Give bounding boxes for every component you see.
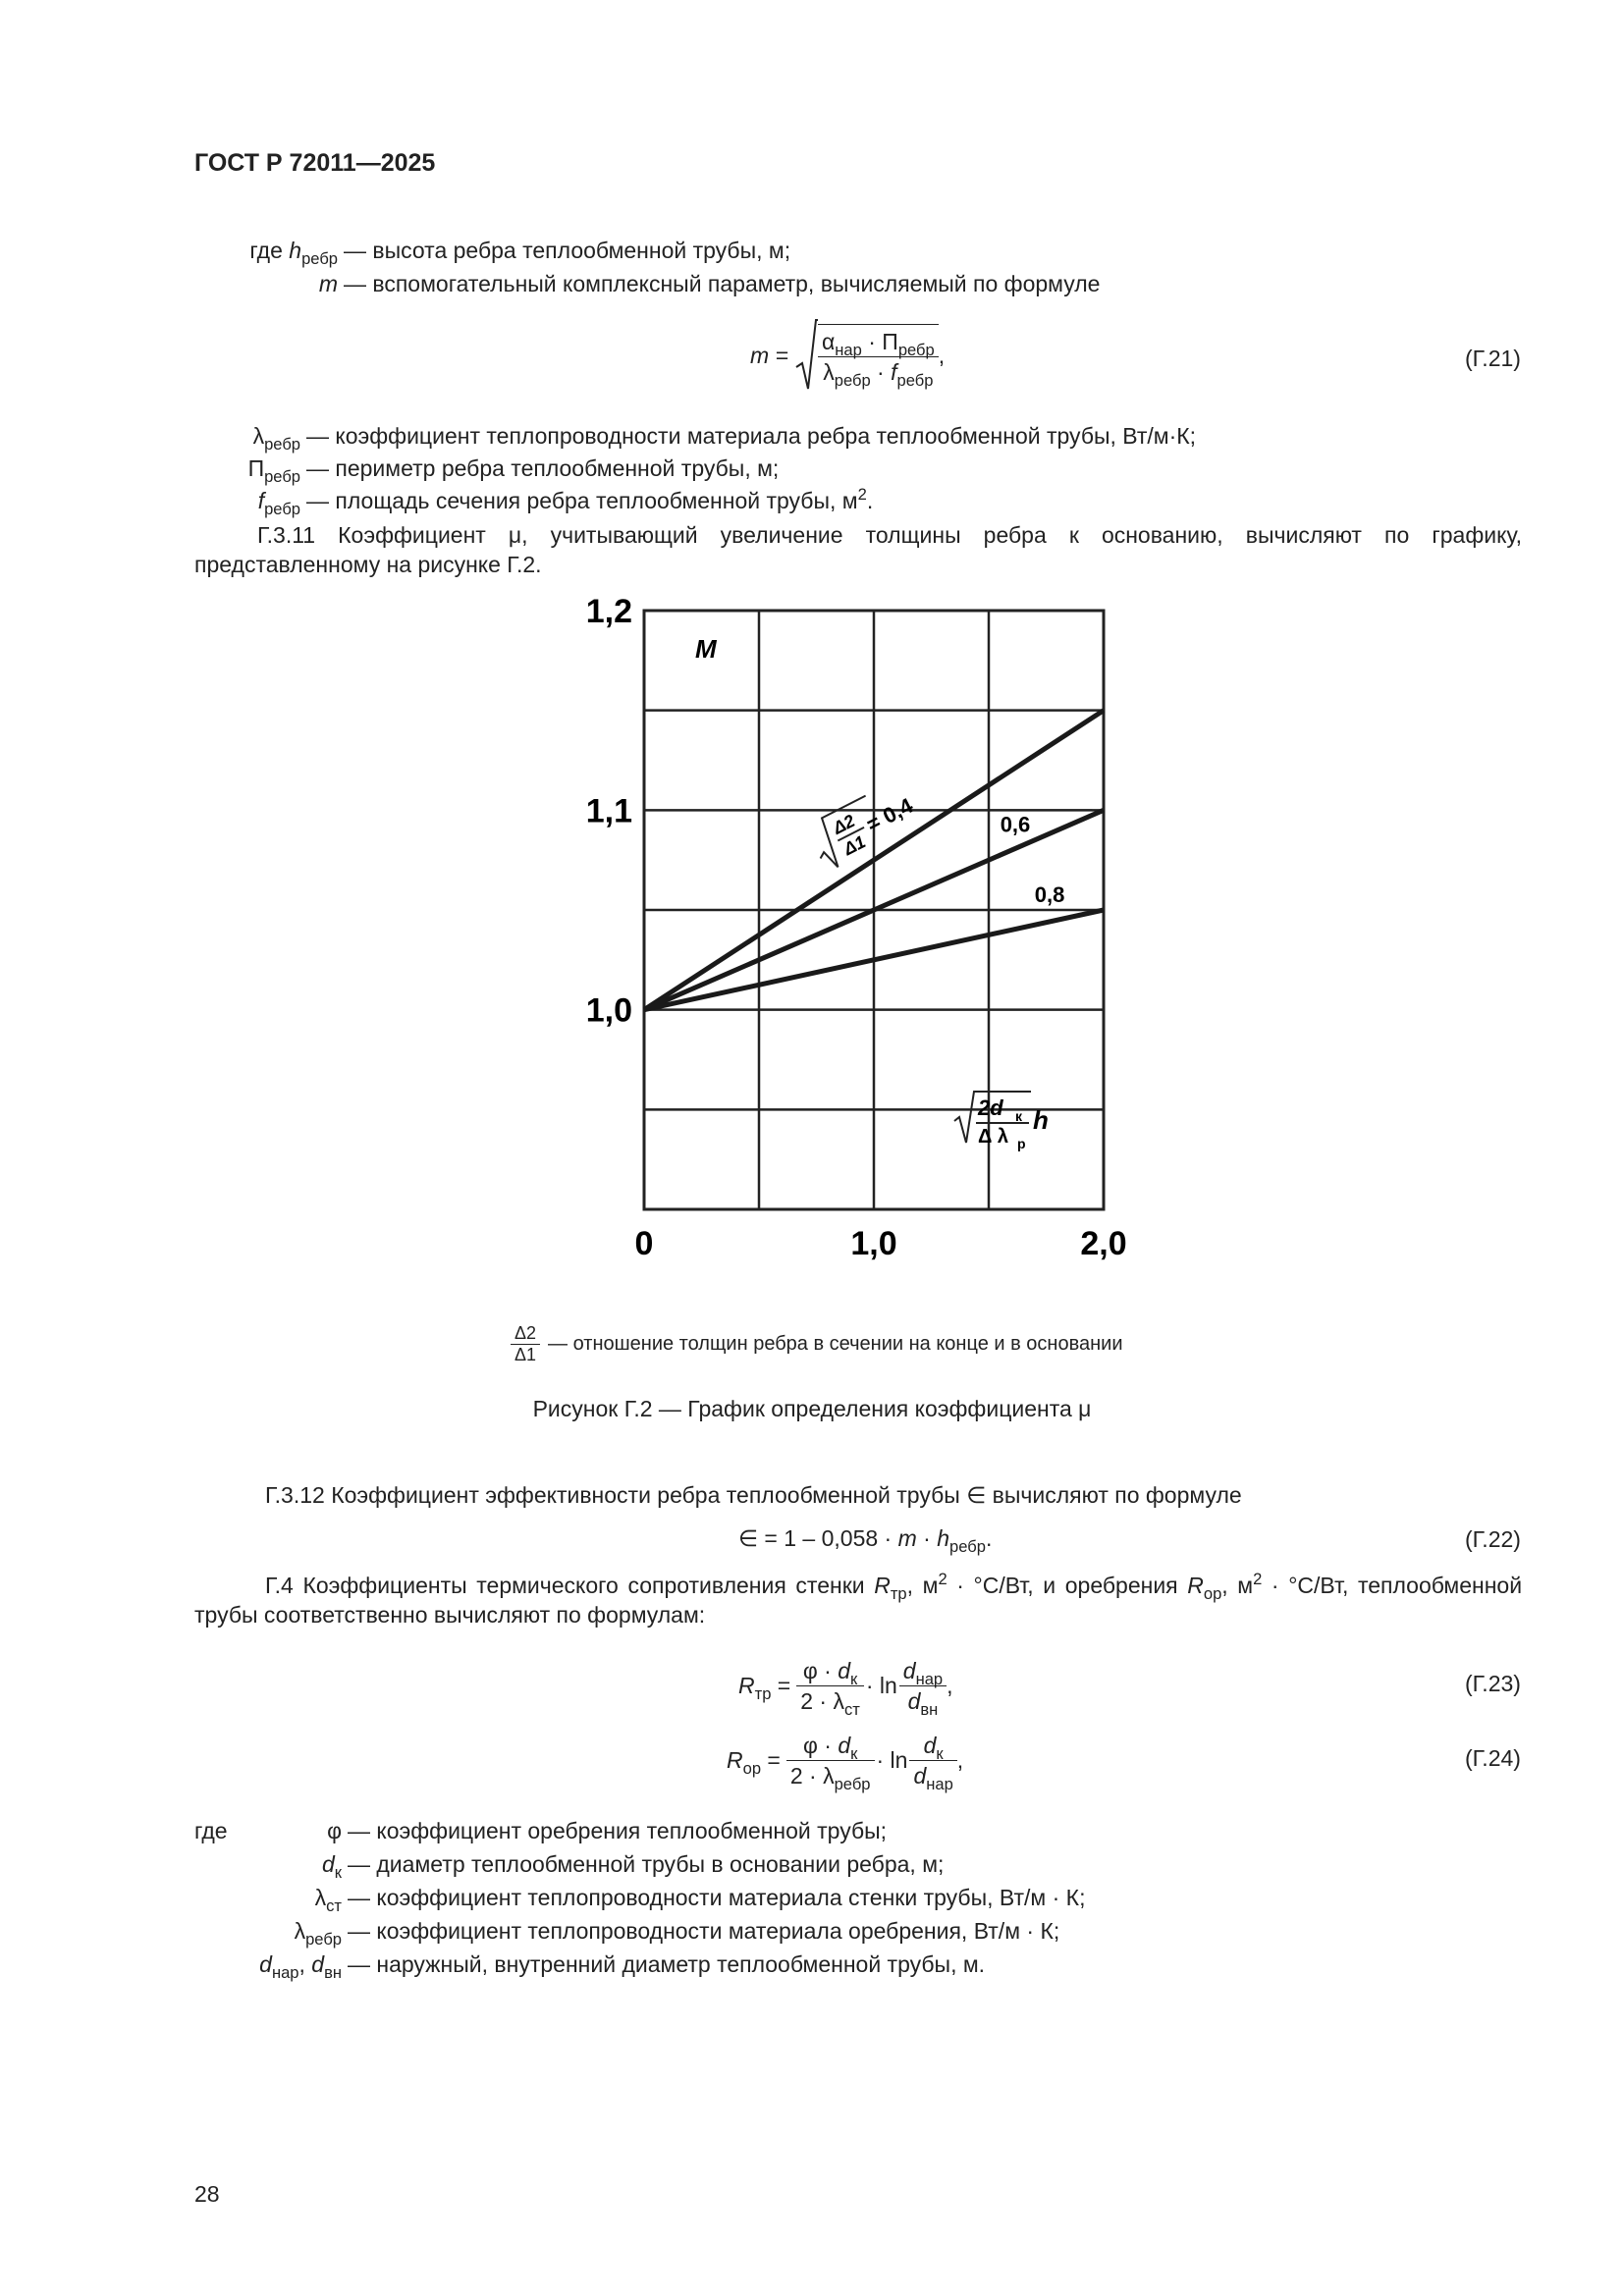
definition-text: — диаметр теплообменной трубы в основании ребра, м; xyxy=(348,1851,945,1877)
fraction-denominator: $2 \cdot \lambda_{ст}$ xyxy=(800,1687,860,1719)
x-var-numerator: 2d xyxy=(978,1095,1003,1120)
chart-ticks xyxy=(586,593,1127,1262)
equation-g21 xyxy=(750,316,945,395)
definitions-block-b xyxy=(194,420,1196,517)
y-tick-label: 1,1 xyxy=(585,792,632,830)
equation-g24 xyxy=(727,1726,963,1794)
definition-text: — коэффициент оребрения теплообменной трубы; xyxy=(348,1818,888,1843)
equation-ln: · ln xyxy=(876,1747,908,1773)
fraction-numerator: $\varphi \cdot d_к$ xyxy=(786,1731,875,1761)
figure-footnote xyxy=(511,1323,1123,1365)
definition-row xyxy=(194,1948,1085,1981)
equation-tail: , xyxy=(938,343,946,368)
paragraph-3-12: Г.3.12 Коэффициент эффективности ребра теплообменной трубы ∈ вычисляют по формуле xyxy=(265,1482,1242,1508)
definition-symbol: $П_{ребр}$ xyxy=(247,455,300,486)
definition-symbol: $\lambda_{ребр}$ xyxy=(294,1918,342,1949)
equation-number: (Г.24) xyxy=(1465,1745,1521,1771)
equation-ln: · ln xyxy=(865,1673,897,1698)
equation-number: (Г.23) xyxy=(1465,1671,1521,1696)
equation-tail: , xyxy=(956,1747,964,1773)
fraction-numerator: $\varphi \cdot d_к$ xyxy=(796,1656,864,1686)
sqrt-fraction xyxy=(818,324,939,390)
curve-value-label: = 0,4 xyxy=(862,792,917,837)
delta2-label: Δ2 xyxy=(830,810,858,838)
definition-row xyxy=(194,1814,1085,1847)
where-label: где xyxy=(194,1818,228,1843)
equation-tail: , xyxy=(947,1673,953,1698)
definition-text: — площадь сечения ребра теплообменной трубы, $м^2$. xyxy=(306,484,874,513)
definition-row xyxy=(194,1847,1085,1881)
sqrt-expression xyxy=(794,318,945,393)
definition-text: — периметр ребра теплообменной трубы, м; xyxy=(306,455,780,481)
equation-fraction-2 xyxy=(899,1656,947,1719)
definition-text: — коэффициент теплопроводности материала ребра теплообменной трубы, Вт/м·К; xyxy=(306,423,1197,449)
definition-symbol: где $h_{ребр}$ xyxy=(249,238,338,268)
equation-g22: ∈ = $1 - 0,058 \cdot m \cdot h_{ребр}$. xyxy=(738,1525,993,1556)
curve-label: 0,6 xyxy=(1000,812,1031,837)
equation-number: (Г.22) xyxy=(1465,1526,1521,1552)
x-tick-label: 0 xyxy=(634,1225,654,1262)
equation-fraction-1 xyxy=(786,1731,875,1793)
definition-row xyxy=(194,267,1100,300)
x-var-h: h xyxy=(1033,1105,1049,1135)
fraction-denominator: $\lambda_{ребр} \cdot f_{ребр}$ xyxy=(823,359,934,390)
definition-row xyxy=(194,234,1100,267)
definitions-block-c xyxy=(194,1814,1085,1981)
figure-caption: Рисунок Г.2 — График определения коэффициента μ xyxy=(532,1396,1092,1421)
definitions-block-a xyxy=(194,234,1100,300)
definition-symbol: $\lambda_{ст}$ xyxy=(314,1885,342,1915)
equation-number: (Г.21) xyxy=(1465,346,1521,371)
y-tick-label: 1,0 xyxy=(585,991,632,1030)
definition-row xyxy=(194,453,1196,485)
x-var-denominator: Δ λ xyxy=(978,1126,1009,1148)
curve-label: 0,8 xyxy=(1034,881,1065,907)
footnote-text: — отношение толщин ребра в сечении на конце и в основании xyxy=(548,1333,1123,1355)
delta1-label: Δ1 xyxy=(840,831,869,860)
document-header: ГОСТ Р 72011—2025 xyxy=(194,149,436,177)
definition-row xyxy=(194,420,1196,453)
y-tick-label: 1,2 xyxy=(585,593,632,630)
equation-lhs: m = xyxy=(750,343,788,368)
definition-text: — вспомогательный комплексный параметр, вычисляемый по формуле xyxy=(344,271,1101,296)
x-var-numerator-sub: к xyxy=(1015,1108,1023,1124)
definition-symbol: $\lambda_{ребр}$ xyxy=(252,423,300,454)
paragraph-4: Г.4 Коэффициенты термического сопротивления стенки $R_{тр}$, $м^2 \cdot ^\circ С/Вт$, и оребрения $R_{ор}$, $м^2 \cdot ^\circ С/Вт$, теплообменной трубы соответственно вычисляют по формулам: xyxy=(194,1569,1523,1628)
fraction-denominator: $d_{нар}$ xyxy=(913,1762,953,1793)
curve-label-0-4 xyxy=(804,778,922,873)
fraction-denominator: $2 \cdot \lambda_{ребр}$ xyxy=(789,1762,871,1793)
footnote-fraction xyxy=(511,1323,540,1365)
fraction-numerator: $\alpha_{нар} \cdot П_{ребр}$ xyxy=(818,327,939,357)
equation-fraction-2 xyxy=(909,1731,956,1793)
definition-symbol: $d_к$ xyxy=(321,1851,342,1882)
definition-text: — наружный, внутренний диаметр теплообменной трубы, м. xyxy=(348,1951,986,1977)
corner-label: M xyxy=(695,634,717,664)
equation-fraction-1 xyxy=(796,1656,864,1719)
definition-symbol: $f_{ребр}$ xyxy=(257,488,300,518)
fraction-denominator: $d_{вн}$ xyxy=(907,1687,939,1719)
definition-text: — коэффициент теплопроводности материала оребрения, Вт/м · К; xyxy=(348,1918,1060,1944)
definition-row xyxy=(194,485,1196,517)
definition-text: — коэффициент теплопроводности материала стенки трубы, Вт/м · К; xyxy=(348,1885,1086,1910)
paragraph-3-11: Г.3.11 Коэффициент μ, учитывающий увеличение толщины ребра к основанию, вычисляют по графику, представленному на рисунке Г.2. xyxy=(194,522,1522,577)
x-variable-label xyxy=(954,1092,1049,1151)
definition-symbol: m xyxy=(318,271,338,296)
definition-row xyxy=(194,1914,1085,1948)
fraction-numerator: $d_{нар}$ xyxy=(899,1656,947,1686)
fraction-numerator: $d_к$ xyxy=(909,1731,956,1761)
x-tick-label: 1,0 xyxy=(850,1225,897,1262)
definition-symbol: $d_{нар}$, $d_{вн}$ xyxy=(259,1951,342,1982)
page-number: 28 xyxy=(194,2181,220,2207)
equation-lhs: $R_{тр}$ = xyxy=(738,1673,791,1703)
equation-g23 xyxy=(738,1651,953,1720)
definition-row xyxy=(194,1881,1085,1914)
definition-text: — высота ребра теплообменной трубы, м; xyxy=(344,238,791,263)
x-var-denominator-sub: р xyxy=(1017,1136,1026,1151)
footnote-denominator: Δ1 xyxy=(514,1345,537,1364)
footnote-numerator: Δ2 xyxy=(511,1323,540,1345)
equation-lhs: $R_{ор}$ = xyxy=(727,1747,781,1778)
definition-symbol: φ xyxy=(327,1818,342,1843)
x-tick-label: 2,0 xyxy=(1080,1225,1127,1262)
sqrt-sign-icon xyxy=(794,318,818,393)
figure-g2 xyxy=(550,589,1159,1276)
